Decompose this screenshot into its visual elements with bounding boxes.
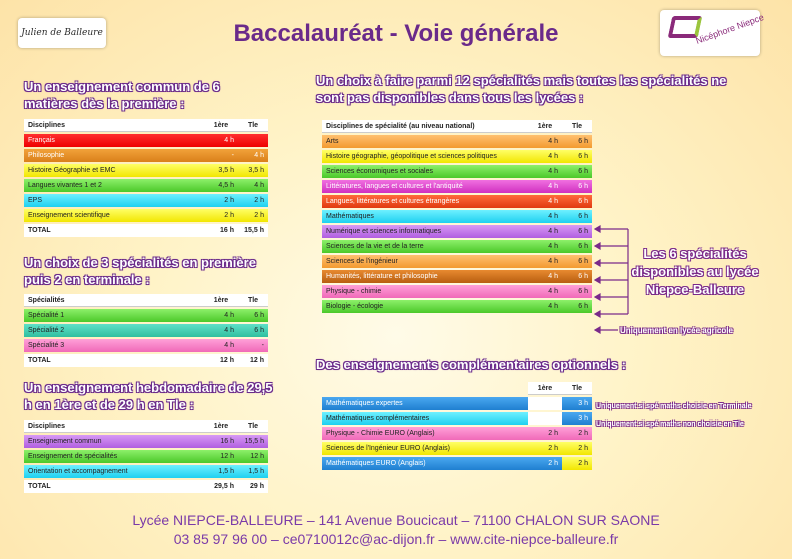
table-row (322, 165, 592, 178)
row-label: TOTAL (24, 224, 204, 237)
row-terminale: 6 h (238, 309, 268, 322)
row-premiere: 4 h (528, 225, 562, 238)
row-premiere (528, 397, 562, 410)
row-label: Langues vivantes 1 et 2 (24, 179, 204, 192)
row-label: Philosophie (24, 149, 204, 162)
table-row (322, 457, 592, 470)
row-terminale (238, 134, 268, 147)
logo-right-text: Nicéphore Niepce (694, 12, 766, 46)
row-terminale: 3,5 h (238, 164, 268, 177)
row-premiere: 2 h (528, 457, 562, 470)
table-row (24, 149, 268, 162)
row-premiere: 12 h (204, 450, 238, 463)
table-row (24, 435, 268, 448)
row-terminale: 6 h (562, 225, 592, 238)
row-premiere: 4 h (204, 324, 238, 337)
table-row (322, 225, 592, 238)
row-premiere: 12 h (204, 354, 238, 367)
row-label: Orientation et accompagnement (24, 465, 204, 478)
table-row (322, 270, 592, 283)
row-terminale: 3 h (562, 397, 592, 410)
optional-courses-table (322, 380, 592, 472)
table-row-total (24, 224, 268, 237)
row-terminale: 6 h (238, 324, 268, 337)
row-terminale: 29 h (238, 480, 268, 493)
row-premiere: 4 h (528, 240, 562, 253)
row-label: Physique - Chimie EURO (Anglais) (322, 427, 528, 440)
row-terminale: 6 h (562, 210, 592, 223)
table-row (322, 442, 592, 455)
weekly-hours-table (24, 418, 268, 495)
row-terminale: - (238, 339, 268, 352)
row-terminale: 15,5 h (238, 435, 268, 448)
table-row (24, 134, 268, 147)
section2-heading: Un choix de 3 spécialités en première puis 2 en terminale : (24, 255, 256, 287)
col-terminale: Tle (562, 382, 592, 395)
row-label: Mathématiques complémentaires (322, 412, 528, 425)
row-premiere: 4 h (204, 339, 238, 352)
table-row (322, 195, 592, 208)
row-label: EPS (24, 194, 204, 207)
row-terminale: 2 h (238, 209, 268, 222)
row-premiere: 4 h (528, 255, 562, 268)
row-label: Langues, littératures et cultures étrangères (322, 195, 528, 208)
row-premiere: 4 h (528, 150, 562, 163)
row-premiere: 4 h (528, 135, 562, 148)
maths-complementaires-note: Uniquement si spé maths non choisie en Tle (596, 421, 744, 428)
row-premiere: 2 h (204, 209, 238, 222)
table-row (24, 164, 268, 177)
row-premiere: 2 h (528, 442, 562, 455)
row-label: Sciences économiques et sociales (322, 165, 528, 178)
col-terminale: Tle (238, 119, 268, 132)
table-row (322, 412, 592, 425)
section4-heading: Un choix à faire parmi 12 spécialités mais toutes les spécialités ne sont pas disponibles dans tous les lycées : (316, 73, 727, 105)
row-premiere: - (204, 149, 238, 162)
table-row (24, 450, 268, 463)
row-label: Français (24, 134, 204, 147)
col-premiere: 1ère (204, 119, 238, 132)
row-premiere: 4 h (528, 195, 562, 208)
table-row (322, 180, 592, 193)
table-row (322, 210, 592, 223)
row-premiere (528, 412, 562, 425)
row-terminale: 2 h (562, 427, 592, 440)
col-disciplines: Disciplines (24, 420, 204, 433)
row-premiere: 4 h (528, 210, 562, 223)
row-label: TOTAL (24, 480, 204, 493)
section3-heading: Un enseignement hebdomadaire de 29,5 h en 1ère et de 29 h en Tle : (24, 380, 273, 412)
row-label: Enseignement de spécialités (24, 450, 204, 463)
col-terminale: Tle (562, 120, 592, 133)
row-label: TOTAL (24, 354, 204, 367)
row-premiere: 4 h (528, 270, 562, 283)
table-row (24, 209, 268, 222)
row-premiere: 16 h (204, 435, 238, 448)
row-terminale: 1,5 h (238, 465, 268, 478)
table-row (322, 255, 592, 268)
row-label: Mathématiques (322, 210, 528, 223)
col-premiere: 1ère (204, 294, 238, 307)
table-row (322, 300, 592, 313)
table-row (24, 179, 268, 192)
table-row (322, 285, 592, 298)
row-label: Spécialité 3 (24, 339, 204, 352)
row-label: Enseignement scientifique (24, 209, 204, 222)
table-row (24, 339, 268, 352)
page-title: Baccalauréat - Voie générale (233, 20, 559, 47)
row-premiere: 1,5 h (204, 465, 238, 478)
row-label: Sciences de l'ingénieur (322, 255, 528, 268)
row-label: Histoire Géographie et EMC (24, 164, 204, 177)
specialities-national-table (322, 118, 592, 315)
row-label: Physique - chimie (322, 285, 528, 298)
col-specialites: Spécialités (24, 294, 204, 307)
row-premiere: 3,5 h (204, 164, 238, 177)
row-terminale: 4 h (238, 179, 268, 192)
row-premiere: 16 h (204, 224, 238, 237)
col-premiere: 1ère (204, 420, 238, 433)
specialities-choice-table (24, 292, 268, 369)
row-terminale: 4 h (238, 149, 268, 162)
footer-address: Lycée NIEPCE-BALLEURE – 141 Avenue Boucicaut – 71100 CHALON SUR SAONE (132, 512, 660, 528)
table-row (322, 427, 592, 440)
footer-contact: 03 85 97 96 00 – ce0710012c@ac-dijon.fr – www.cite-niepce-balleure.fr (173, 531, 619, 547)
row-terminale: 15,5 h (238, 224, 268, 237)
table-row (24, 324, 268, 337)
row-premiere: 4 h (528, 180, 562, 193)
row-terminale: 2 h (562, 457, 592, 470)
row-terminale: 2 h (238, 194, 268, 207)
col-terminale: Tle (238, 420, 268, 433)
row-terminale: 6 h (562, 165, 592, 178)
row-terminale: 6 h (562, 150, 592, 163)
row-label: Biologie - écologie (322, 300, 528, 313)
col-terminale: Tle (238, 294, 268, 307)
row-terminale: 2 h (562, 442, 592, 455)
col-premiere: 1ère (528, 120, 562, 133)
row-terminale: 12 h (238, 354, 268, 367)
row-label: Enseignement commun (24, 435, 204, 448)
row-terminale: 3 h (562, 412, 592, 425)
row-terminale: 6 h (562, 300, 592, 313)
row-terminale: 6 h (562, 270, 592, 283)
row-premiere: 4 h (204, 309, 238, 322)
table-row-total (24, 354, 268, 367)
row-terminale: 6 h (562, 285, 592, 298)
row-premiere: 2 h (528, 427, 562, 440)
table-row (24, 309, 268, 322)
row-label: Numérique et sciences informatiques (322, 225, 528, 238)
row-label: Littératures, langues et cultures et l'antiquité (322, 180, 528, 193)
table-row (322, 135, 592, 148)
row-label: Mathématiques expertes (322, 397, 528, 410)
table-row-total (24, 480, 268, 493)
table-row (322, 397, 592, 410)
section5-heading: Des enseignements complémentaires optionnels : (316, 357, 626, 372)
row-label: Humanités, littérature et philosophie (322, 270, 528, 283)
row-label: Spécialité 1 (24, 309, 204, 322)
row-premiere: 4 h (204, 134, 238, 147)
row-label: Histoire géographie, géopolitique et sciences politiques (322, 150, 528, 163)
row-terminale: 6 h (562, 240, 592, 253)
row-premiere: 4 h (528, 300, 562, 313)
table-row (24, 194, 268, 207)
row-terminale: 6 h (562, 195, 592, 208)
row-label: Sciences de la vie et de la terre (322, 240, 528, 253)
row-label: Arts (322, 135, 528, 148)
row-terminale: 6 h (562, 180, 592, 193)
maths-expertes-note: Uniquement si spé maths choisie en Terminale (596, 403, 752, 410)
bracket-arrows-icon (594, 222, 634, 342)
common-subjects-table (24, 117, 268, 239)
row-terminale: 12 h (238, 450, 268, 463)
col-disciplines: Disciplines (24, 119, 204, 132)
section1-heading: Un enseignement commun de 6 matières dès la première : (24, 79, 220, 111)
row-premiere: 4 h (528, 165, 562, 178)
row-premiere: 4 h (528, 285, 562, 298)
row-label: Sciences de l'Ingénieur EURO (Anglais) (322, 442, 528, 455)
col-premiere: 1ère (528, 382, 562, 395)
table-row (24, 465, 268, 478)
row-terminale: 6 h (562, 135, 592, 148)
agricultural-note: Uniquement en lycée agricole (620, 326, 733, 335)
logo-niepce (660, 10, 766, 56)
row-premiere: 2 h (204, 194, 238, 207)
table-row (322, 240, 592, 253)
row-premiere: 4,5 h (204, 179, 238, 192)
available-specialities-note: Les 6 spécialités disponibles au lycée Niepce-Balleure (631, 246, 759, 297)
logo-left-text: Julien de Balleure (21, 28, 103, 38)
row-terminale: 6 h (562, 255, 592, 268)
table-row (322, 150, 592, 163)
row-premiere: 29,5 h (204, 480, 238, 493)
col-disciplines-specialite: Disciplines de spécialité (au niveau national) (322, 120, 528, 133)
row-label: Spécialité 2 (24, 324, 204, 337)
row-label: Mathématiques EURO (Anglais) (322, 457, 528, 470)
